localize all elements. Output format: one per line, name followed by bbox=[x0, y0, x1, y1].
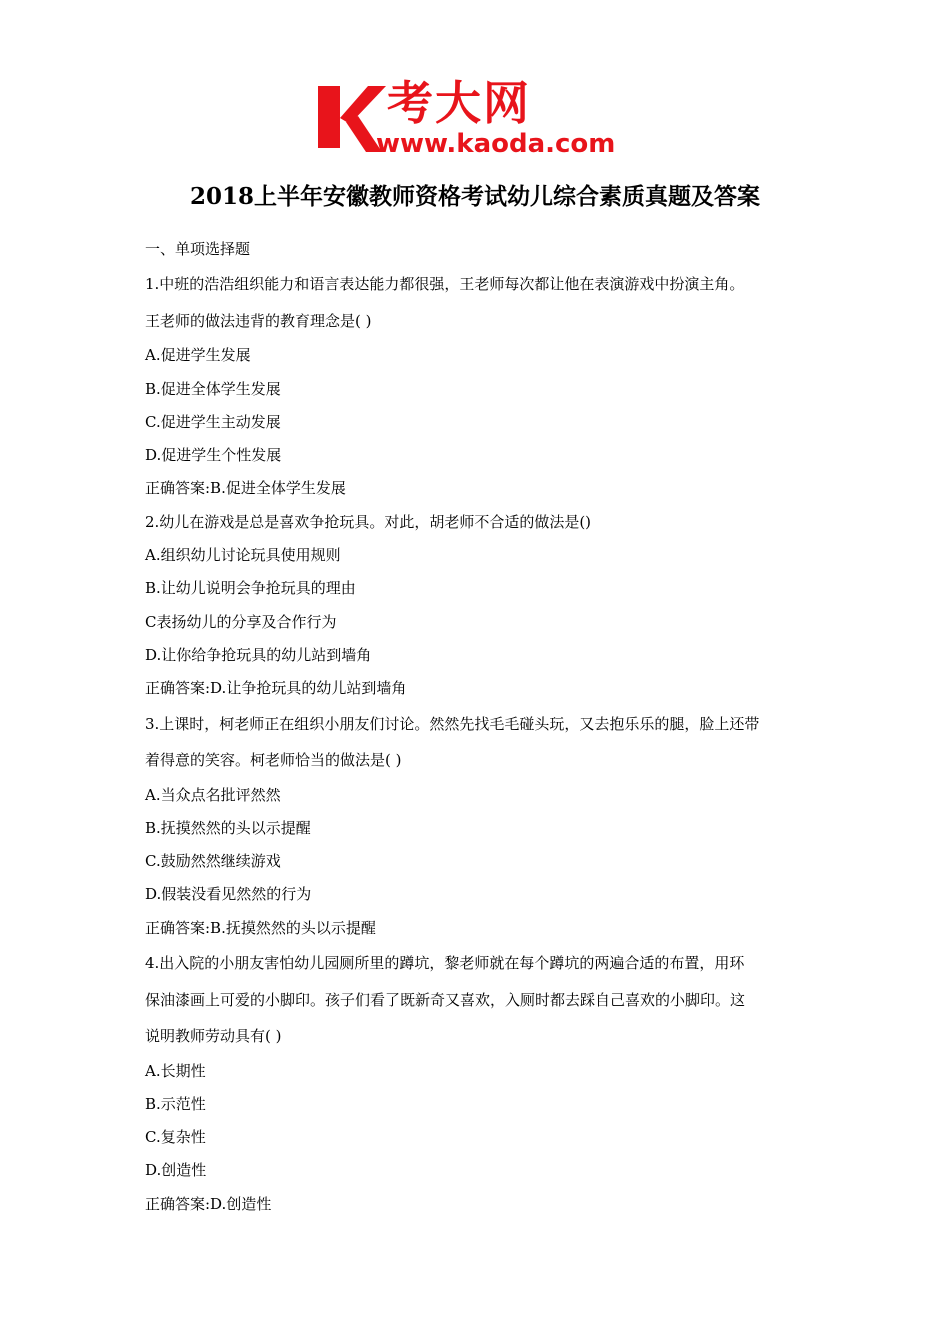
option-d: D.创造性 bbox=[145, 1161, 207, 1180]
option-c: C.复杂性 bbox=[145, 1128, 206, 1147]
option-b: B.让幼儿说明会争抢玩具的理由 bbox=[145, 579, 356, 598]
question-4 bbox=[145, 945, 825, 1221]
option-a: A.促进学生发展 bbox=[145, 346, 251, 365]
question-stem: 4.出入院的小朋友害怕幼儿园厕所里的蹲坑，黎老师就在每个蹲坑的两遍合适的布置，用环 bbox=[145, 954, 745, 973]
question-stem: 2.幼儿在游戏是总是喜欢争抢玩具。对此，胡老师不合适的做法是() bbox=[145, 512, 592, 531]
option-c: C.鼓励然然继续游戏 bbox=[145, 852, 281, 871]
option-a: A.当众点名批评然然 bbox=[145, 785, 281, 804]
option-a: A.组织幼儿讨论玩具使用规则 bbox=[145, 546, 341, 565]
document-body bbox=[145, 233, 825, 1221]
section-heading: 一、单项选择题 bbox=[145, 240, 251, 258]
correct-answer: 正确答案:B.促进全体学生发展 bbox=[145, 479, 346, 498]
option-b: B.促进全体学生发展 bbox=[145, 379, 281, 398]
correct-answer: 正确答案:D.创造性 bbox=[145, 1194, 272, 1213]
option-d: D.让你给争抢玩具的幼儿站到墙角 bbox=[145, 645, 372, 664]
question-stem: 1.中班的浩浩组织能力和语言表达能力都很强，王老师每次都让他在表演游戏中扮演主角。 bbox=[145, 275, 745, 294]
kaoda-logo bbox=[316, 78, 640, 160]
correct-answer: 正确答案:D.让争抢玩具的幼儿站到墙角 bbox=[145, 679, 407, 698]
question-1 bbox=[145, 266, 825, 505]
logo-chinese-name: 考大网 bbox=[387, 76, 531, 130]
question-stem: 着得意的笑容。柯老师恰当的做法是( ) bbox=[145, 751, 402, 770]
option-d: D.假装没看见然然的行为 bbox=[145, 885, 312, 904]
question-stem: 王老师的做法违背的教育理念是( ) bbox=[145, 311, 372, 330]
option-d: D.促进学生个性发展 bbox=[145, 446, 282, 465]
question-2 bbox=[145, 506, 825, 706]
option-a: A.长期性 bbox=[145, 1061, 206, 1080]
option-b: B.示范性 bbox=[145, 1094, 206, 1113]
option-b: B.抚摸然然的头以示提醒 bbox=[145, 818, 311, 837]
question-stem: 保油漆画上可爱的小脚印。孩子们看了既新奇又喜欢，入厕时都去踩自己喜欢的小脚印。这 bbox=[145, 990, 746, 1009]
option-c: C.促进学生主动发展 bbox=[145, 412, 281, 431]
question-3 bbox=[145, 706, 825, 945]
option-c: C表扬幼儿的分享及合作行为 bbox=[145, 612, 337, 631]
document-title: 2018上半年安徽教师资格考试幼儿综合素质真题及答案 bbox=[189, 183, 760, 210]
question-stem: 说明教师劳动具有( ) bbox=[145, 1027, 282, 1046]
correct-answer: 正确答案:B.抚摸然然的头以示提醒 bbox=[145, 918, 376, 937]
question-stem: 3.上课时，柯老师正在组织小朋友们讨论。然然先找毛毛碰头玩，又去抱乐乐的腿，脸上还带 bbox=[145, 714, 760, 733]
logo-url: www.kaoda.com bbox=[376, 129, 616, 159]
